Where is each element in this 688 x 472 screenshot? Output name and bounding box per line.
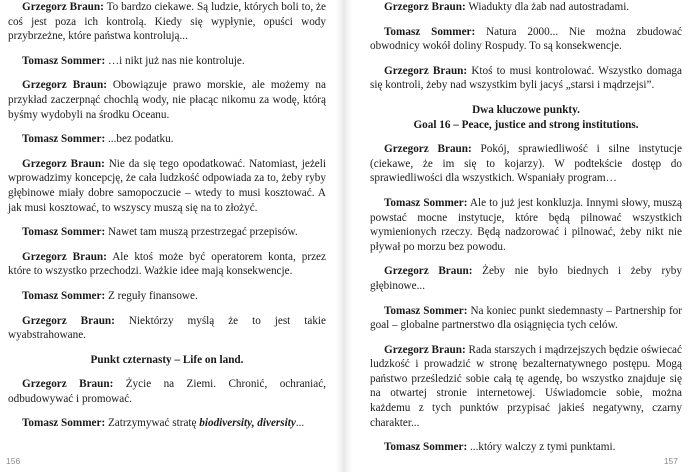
- paragraph: [8, 132, 326, 147]
- speaker-label: Grzegorz Braun:: [384, 265, 473, 278]
- right-text-column: [370, 0, 682, 455]
- paragraph: [8, 289, 326, 304]
- paragraph: [8, 250, 326, 279]
- paragraph-text: Żeby nie było biednych i żeby ryby głębinowe...: [370, 265, 682, 292]
- paragraph-text: ...bez podatku.: [105, 133, 174, 146]
- speaker-label: Grzegorz Braun:: [384, 343, 466, 356]
- paragraph-text: Ale to już jest konkluzja. Innymi słowy, muszą powstać mocne instytucje, które będą pilnować wszystkich wymienionych rzeczy. Będą nadzorować i pilnować, żeby nikt nie pływał po morzu bez powodu.: [370, 196, 682, 253]
- paragraph: [8, 54, 326, 69]
- speaker-label: Grzegorz Braun:: [384, 143, 472, 156]
- paragraph: [370, 264, 682, 293]
- speaker-label: Tomasz Sommer:: [384, 304, 468, 317]
- speaker-label: Grzegorz Braun:: [22, 1, 104, 13]
- paragraph-text: Niektórzy myślą że to jest takie wyabstrahowane.: [8, 314, 326, 342]
- section-heading: Punkt czternasty – Life on land.: [90, 353, 244, 366]
- speaker-label: Tomasz Sommer:: [22, 226, 106, 239]
- page-number: 157: [663, 456, 678, 466]
- paragraph-text: Życie na Ziemi. Chronić, ochraniać, odbudowywać i promować.: [8, 378, 326, 405]
- paragraph-text: ...który walczy z tymi punktami.: [467, 441, 616, 454]
- paragraph: [370, 196, 682, 254]
- paragraph: [8, 377, 326, 406]
- paragraph-text: Natura 2000... Nie można zbudować obwodnicy wokół doliny Rospudy. To są konsekwencje.: [370, 25, 683, 53]
- paragraph-text: Z reguły finansowe.: [105, 289, 198, 302]
- paragraph-text: Obowiązuje prawo morskie, ale możemy na przykład zaczerpnąć chochlą wody, nie płacąc nikomu za wodę, którą byśmy wydobyli na środku Oceanu.: [8, 79, 326, 121]
- section-heading: Dwa kluczowe punkty.: [472, 103, 580, 116]
- section-subheading: Goal 16 – Peace, justice and strong institutions.: [413, 118, 639, 131]
- paragraph: [370, 343, 682, 431]
- paragraph: [8, 225, 326, 240]
- paragraph: [370, 440, 682, 455]
- speaker-label: Tomasz Sommer:: [384, 441, 468, 454]
- paragraph: [8, 0, 326, 44]
- speaker-label: Tomasz Sommer:: [22, 133, 106, 146]
- paragraph: [370, 304, 682, 333]
- speaker-label: Grzegorz Braun:: [384, 64, 468, 77]
- speaker-label: Tomasz Sommer:: [22, 54, 106, 67]
- paragraph-text: ...: [295, 417, 305, 430]
- speaker-label: Tomasz Sommer:: [22, 289, 106, 302]
- speaker-label: Grzegorz Braun:: [384, 1, 466, 13]
- page-number: 156: [6, 456, 21, 466]
- left-text-column: [8, 0, 326, 431]
- paragraph: [370, 0, 682, 15]
- speaker-label: Grzegorz Braun:: [22, 250, 107, 263]
- speaker-label: Grzegorz Braun:: [22, 79, 107, 92]
- paragraph: [370, 142, 682, 186]
- speaker-label: Tomasz Sommer:: [22, 417, 106, 430]
- speaker-label: Tomasz Sommer:: [384, 25, 476, 38]
- paragraph-text: Na koniec punkt siedemnasty – Partnership for goal – globalne partnerstwo dla osiągnięcia tych celów.: [370, 304, 682, 332]
- paragraph-text: Wiadukty dla żab nad autostradami.: [465, 1, 630, 13]
- paragraph-text: Nie da się tego opodatkować. Natomiast, jeżeli wprowadzimy koncepcję, że cała ludzkość odpowiada za to, żeby ryby głębinowe miały dobre samopoczucie – wtedy to musi kosztować. A jak musi kosztować, to wszyscy muszą się na to złożyć.: [8, 157, 326, 214]
- paragraph: [8, 314, 326, 343]
- paragraph: [370, 64, 682, 93]
- right-page: [344, 0, 688, 472]
- paragraph-text: Ale ktoś może być operatorem konta, przez które to wszystko przechodzi. Ważkie idee mają konsekwencje.: [8, 250, 326, 278]
- paragraph-text: …i nikt już nas nie kontroluje.: [105, 54, 245, 67]
- paragraph: [8, 416, 326, 431]
- paragraph: [8, 78, 326, 122]
- paragraph-text: Zatrzymywać stratę: [105, 417, 200, 430]
- paragraph-text: Nawet tam muszą przestrzegać przepisów.: [105, 226, 298, 239]
- paragraph-text: Rada starszych i mądrzejszych będzie oświecać ludzkość i prowadzić w stronę bezalternatywnego postępu. Mogą państwo prześledzić sobie całą tę agendę, bo wszystko znajduje się na otwartej stronie internetowej. Uświadomcie sobie, można każdemu z tych punktów przypisać jakieś negatywny, czarny charakter...: [370, 343, 682, 429]
- speaker-label: Grzegorz Braun:: [22, 157, 105, 170]
- speaker-label: Tomasz Sommer:: [384, 196, 468, 209]
- emphasis-text: biodiversity, diversity: [199, 417, 296, 430]
- paragraph-text: To bardzo ciekawe. Są ludzie, których boli to, że coś jest poza ich kontrolą. Kiedy się wypłynie, opuści wody przybrzeżne, które państwa kontrolują...: [8, 1, 326, 43]
- speaker-label: Grzegorz Braun:: [22, 378, 114, 391]
- paragraph: [8, 157, 326, 215]
- paragraph-text: Ktoś to musi kontrolować. Wszystko domaga się kontroli, żeby nad wszystkim byli jacyś „starsi i mądrzejsi”.: [370, 64, 682, 92]
- paragraph-text: Pokój, sprawiedliwość i silne instytucje (ciekawe, że im się to kojarzy). W podtekście dostęp do sprawiedliwości dla wszystkich. Wspaniały program…: [370, 143, 682, 185]
- paragraph: [370, 25, 682, 54]
- speaker-label: Grzegorz Braun:: [22, 314, 115, 327]
